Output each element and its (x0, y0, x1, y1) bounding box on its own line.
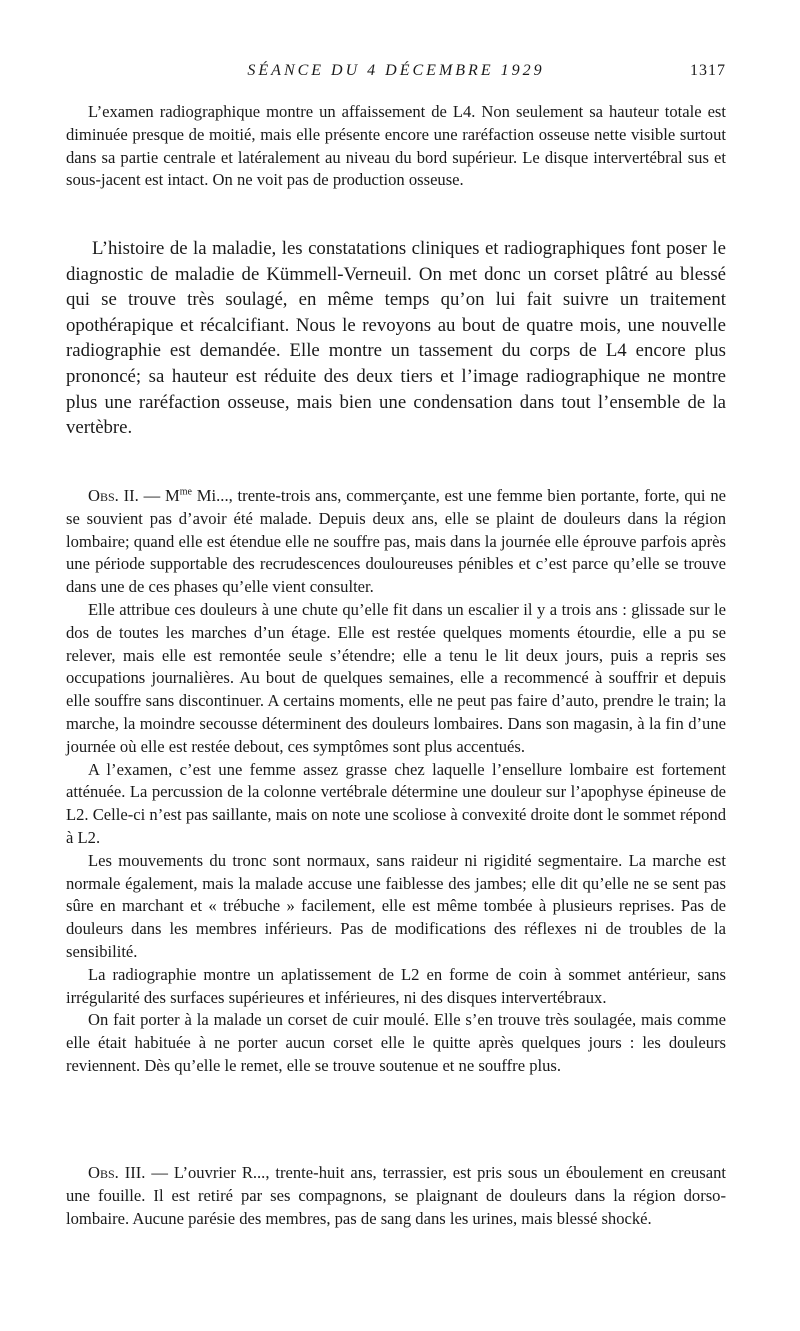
page-number: 1317 (690, 62, 726, 79)
obs2-title-base: M (165, 486, 180, 505)
obs2-paragraph-4: Les mouvements du tronc sont normaux, sans raideur ni rigidité segmentaire. La marche est normale également, mais la malade accuse une faiblesse des jambes; elle dit qu’elle ne se sent pas sûre en marchant et « trébuche » facilement, elle est même tombée à plusieurs reprises. Pas de douleurs dans les membres inférieurs. Pas de modifications des réflexes ni de troubles de la sensibilité. (66, 850, 726, 961)
obs3-paragraph (66, 1162, 726, 1230)
obs3-text: L’ouvrier R..., trente-huit ans, terrassier, est pris sous un éboulement en creusant une fouille. Il est retiré par ses compagnons, se plaignant de douleurs dans la région dorso-lombaire. Aucune parésie des membres, pas de sang dans les urines, mais blessé shocké. (66, 1163, 727, 1228)
intro-section (66, 101, 726, 192)
obs2-title-superscript: me (179, 486, 192, 498)
header-title: SÉANCE DU 4 DÉCEMBRE 1929 (247, 62, 545, 79)
obs2-paragraph-3: A l’examen, c’est une femme assez grasse chez laquelle l’ensellure lombaire est fortement atténuée. La percussion de la colonne vertébrale détermine une douleur sur l’apophyse épineuse de L2. Celle-ci n’est pas saillante, mais on note une scoliose à convexité droite dont le sommet répond à L2. (66, 759, 726, 847)
obs2-dash: — (138, 486, 166, 505)
observation-3-section (66, 1162, 726, 1230)
intro-paragraph: L’examen radiographique montre un affaissement de L4. Non seulement sa hauteur totale est diminuée presque de moitié, mais elle présente encore une raréfaction osseuse nette visible surtout dans sa partie centrale et latéralement au niveau du bord supérieur. Le disque intervertébral sus et sous-jacent est intact. On ne voit pas de production osseuse. (66, 102, 726, 190)
obs2-paragraph-2: Elle attribue ces douleurs à une chute qu’elle fit dans un escalier il y a trois ans : glissade sur le dos de toutes les marches d’un étage. Elle est restée quelques moments étourdie, elle a pu se relever, mais elle est remontée seule s’étendre; elle a tenu le lit deux jours, puis a repris ses occupations journalières. Au bout de quelques semaines, elle a recommencé à souffrir et depuis elle souffre sans discontinuer. A certains moments, elle ne peut pas faire d’auto, prendre le train; la marche, la moindre secousse déterminent des douleurs lombaires. Dans son magasin, à la fin d’une journée où elle est restée debout, ces symptômes sont plus accentués. (66, 599, 726, 756)
summary-section (66, 236, 726, 441)
obs2-label: Obs. II. (88, 486, 139, 505)
observation-2-section (66, 485, 726, 1078)
summary-paragraph: L’histoire de la maladie, les constatations cliniques et radiographiques font poser le diagnostic de maladie de Kümmell-Verneuil. On met donc un corset plâtré au blessé qui se trouve très soulagé, en même temps qu’on lui fait suivre un traitement opothérapique et récalcifiant. Nous le revoyons au bout de quatre mois, une nouvelle radiographie est demandée. Elle montre un tassement du corps de L4 encore plus prononcé; sa hauteur est réduite des deux tiers et l’image radiographique ne montre plus une raréfaction osseuse, mais bien une condensation dans tout l’ensemble de la vertèbre. (66, 238, 726, 439)
obs2-opening-text: Mi..., trente-trois ans, commerçante, est une femme bien portante, forte, qui ne se souvient pas d’avoir été malade. Depuis deux ans, elle se plaint de douleurs dans la région lombaire; quand elle est étendue elle ne souffre pas, mais dans la journée elle éprouve parfois après une période supportable des recrudescences douloureuses pénibles et c’est parce qu’elle se trouve dans une de ces phases qu’elle vient consulter. (66, 486, 726, 597)
running-header (66, 57, 726, 85)
obs3-label: Obs. III. (88, 1163, 146, 1182)
obs2-paragraph-1 (66, 485, 726, 599)
obs3-dash: — (145, 1163, 174, 1182)
obs2-paragraph-6: On fait porter à la malade un corset de cuir moulé. Elle s’en trouve très soulagée, mais comme elle était habituée à ne porter aucun corset elle le quitte après quelques jours : les douleurs reviennent. Dès qu’elle le remet, elle se trouve soutenue et ne souffre plus. (66, 1010, 726, 1075)
obs2-paragraph-5: La radiographie montre un aplatissement de L2 en forme de coin à sommet antérieur, sans irrégularité des surfaces supérieures et inférieures, ni des disques intervertébraux. (66, 964, 726, 1007)
